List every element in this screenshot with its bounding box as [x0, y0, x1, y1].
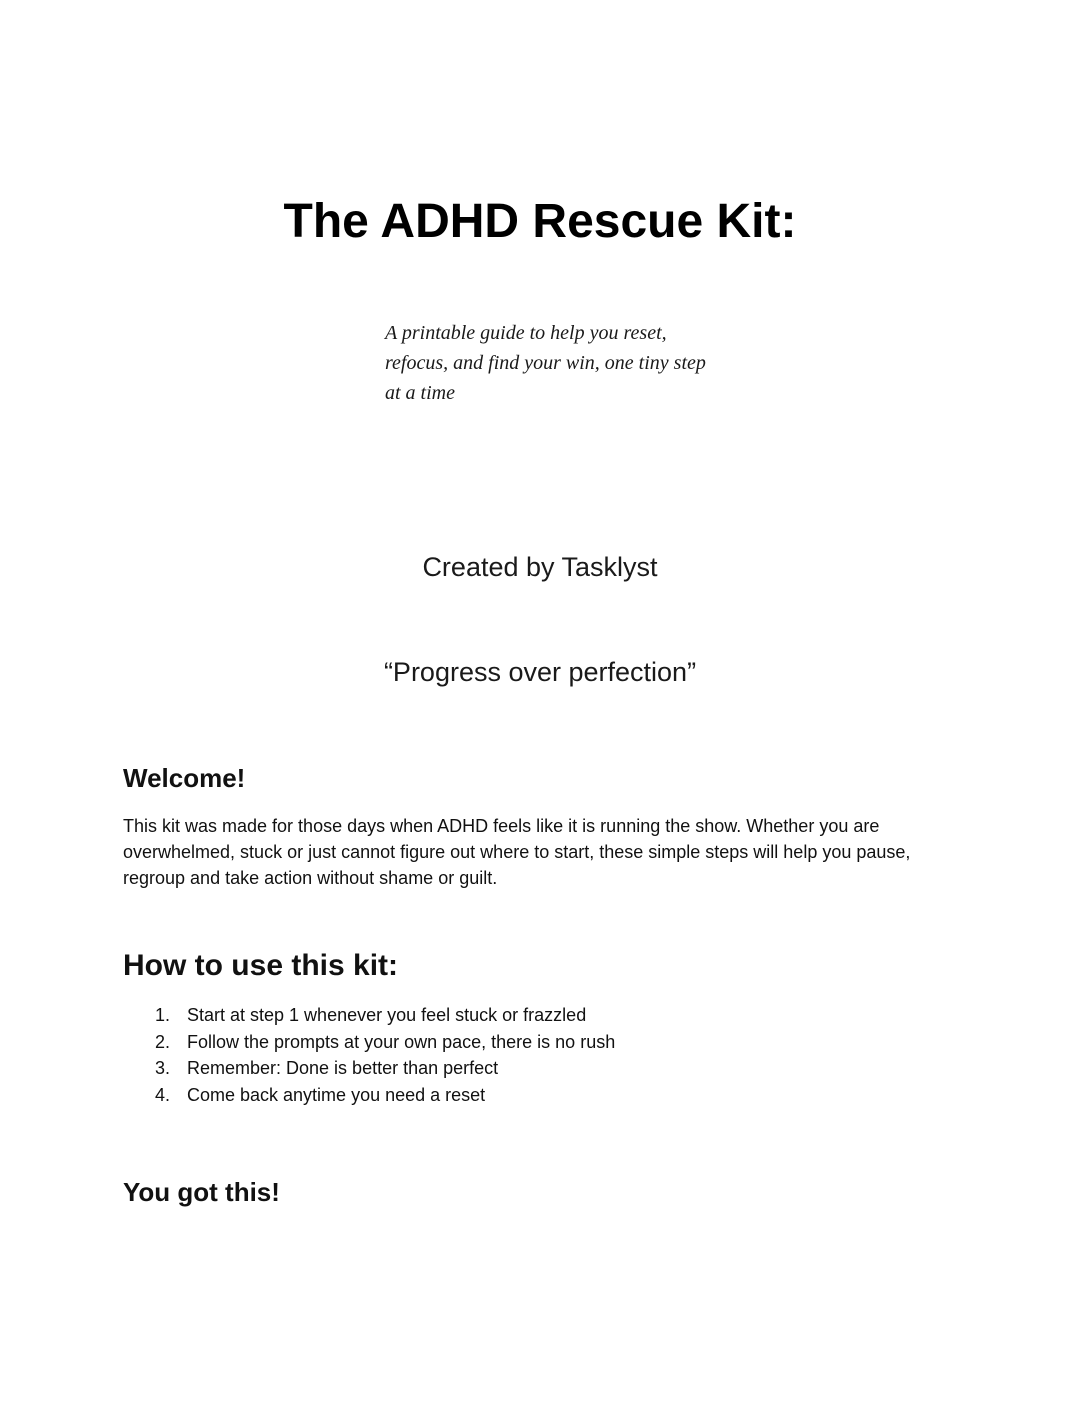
list-item-text: Start at step 1 whenever you feel stuck or frazzled: [187, 1005, 587, 1025]
list-item-text: Come back anytime you need a reset: [187, 1084, 486, 1105]
list-item: [123, 1082, 923, 1109]
list-item-text: Follow the prompts at your own pace, there is no rush: [187, 1031, 616, 1052]
list-item-number: 2.: [155, 1031, 171, 1052]
closing-heading: You got this!: [123, 1177, 280, 1207]
list-item-number: 4.: [155, 1084, 171, 1105]
document-title: The ADHD Rescue Kit:: [283, 195, 797, 248]
author-credit: Created by Tasklyst: [422, 552, 658, 582]
list-item: [123, 1029, 923, 1056]
document-subtitle: A printable guide to help you reset, refocus, and find your win, one tiny step at a time: [385, 322, 706, 404]
motto-quote: “Progress over perfection”: [383, 657, 697, 687]
list-item: [123, 1055, 923, 1082]
list-item-number: 1.: [155, 1005, 171, 1025]
list-item: [123, 1002, 923, 1029]
steps-list: [123, 1002, 923, 1108]
welcome-paragraph: This kit was made for those days when ADHD feels like it is running the show. Whether you are overwhelmed, stuck or just cannot figure out where to start, these simple steps will help you pause, regroup and take action without shame or guilt.: [123, 816, 911, 888]
list-item-text: Remember: Done is better than perfect: [187, 1058, 499, 1078]
list-item-number: 3.: [155, 1058, 171, 1078]
how-to-heading: How to use this kit:: [123, 949, 399, 982]
welcome-heading: Welcome!: [123, 763, 246, 793]
